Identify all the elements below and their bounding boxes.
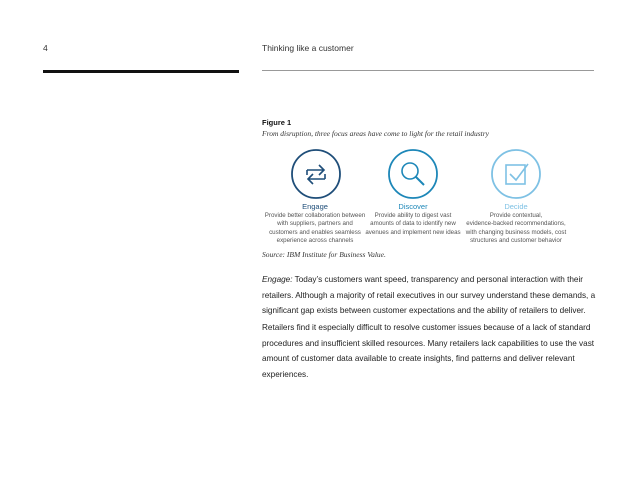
decide-desc-line: structures and customer behavior — [470, 236, 562, 244]
paragraph-text: Today’s customers want speed, transparency and personal interaction with their retailers. Although a majority of retail executives in our survey understand these demands, a significant gap exists between customer expectations and the ability of retailers to deliver. — [262, 275, 596, 315]
header-rule-thin — [262, 70, 594, 71]
body-paragraph-engage — [262, 272, 597, 319]
checkbox-icon — [490, 148, 542, 200]
decide-desc-line: with changing business models, cost — [465, 228, 567, 236]
engage-desc-line: experience across channels — [276, 236, 354, 244]
decide-title: Decide — [504, 202, 528, 211]
body-paragraph-retailers: Retailers find it especially difficult to resolve customer issues because of a lack of standard procedures and insufficient skilled resources. Many retailers lack capabilities to use the vast amount of customer data available to create insights, find patterns and deliver relevant experiences. — [262, 323, 595, 379]
discover-description — [358, 212, 468, 237]
figure-source: Source: IBM Institute for Business Value. — [262, 250, 386, 259]
discover-desc-line: Provide ability to digest vast — [374, 212, 452, 219]
figure-label: Figure 1 — [262, 118, 292, 127]
engage-description — [260, 212, 370, 245]
focus-decide — [461, 202, 571, 245]
engage-desc-line: customers and enables seamless — [269, 228, 361, 236]
engage-desc-line: with suppliers, partners and — [277, 220, 353, 228]
engage-desc-line: Provide better collaboration between — [264, 212, 366, 219]
discover-title: Discover — [398, 202, 428, 211]
focus-engage — [260, 202, 370, 245]
decide-desc-line: evidence-backed recommendations, — [466, 220, 566, 228]
figure-caption: From disruption, three focus areas have come to light for the retail industry — [262, 129, 489, 138]
discover-desc-line: avenues and implement new ideas — [365, 228, 461, 236]
running-title: Thinking like a customer — [262, 43, 354, 53]
magnifier-icon — [387, 148, 439, 200]
engage-title: Engage — [302, 202, 328, 211]
discover-desc-line: amounts of data to identify new — [370, 220, 456, 228]
paragraph-lead: Engage: — [262, 275, 293, 284]
decide-desc-line: Provide contextual, — [489, 212, 543, 219]
page-number: 4 — [43, 43, 48, 53]
header-rule-thick — [43, 70, 239, 73]
focus-discover — [358, 202, 468, 237]
decide-description — [461, 212, 571, 245]
swap-arrows-icon — [290, 148, 342, 200]
